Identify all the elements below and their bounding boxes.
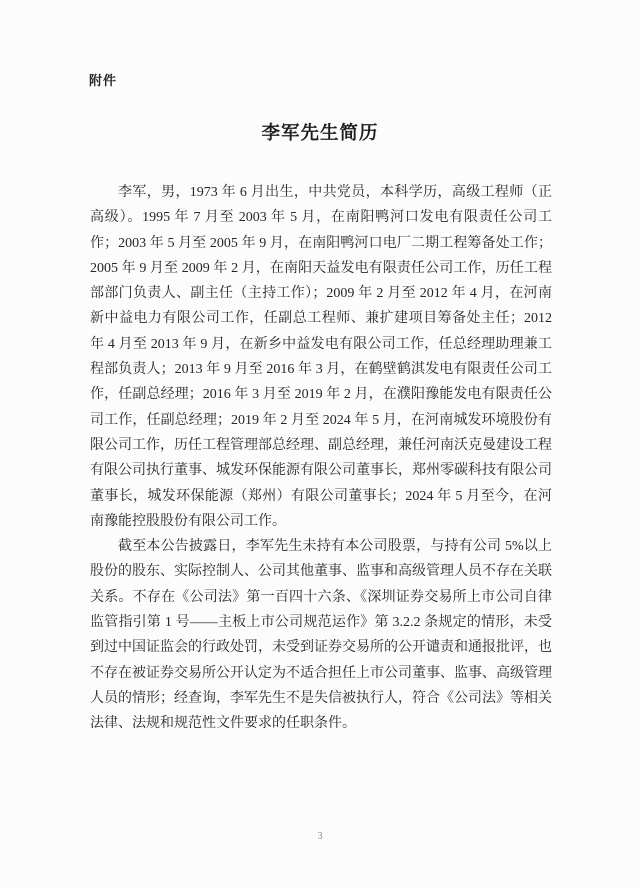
document-body (90, 180, 552, 737)
paragraph-compliance: 截至本公告披露日，李军先生未持有本公司股票，与持有公司 5%以上股份的股东、实际控制人、公司其他董事、监事和高级管理人员不存在关联关系。不存在《公司法》第一百四十六条、《深圳证券交易所上市公司自律监管指引第 1 号——主板上市公司规范运作》第 3.2.2 条规定的情形，未受到过中国证监会的行政处罚，未受到证券交易所的公开谴责和通报批评，也不存在被证券交易所公开认定为不适合担任上市公司董事、监事、高级管理人员的情形；经查询，李军先生不是失信被执行人，符合《公司法》等相关法律、法规和规范性文件要求的任职条件。 (90, 539, 552, 732)
paragraph-career: 李军，男，1973 年 6 月出生，中共党员，本科学历，高级工程师（正高级）。1995 年 7 月至 2003 年 5 月，在南阳鸭河口发电有限责任公司工作；2003 年 5 月至 2005 年 9 月，在南阳鸭河口电厂二期工程筹备处工作；2005 年 9 月至 2009 年 2 月，在南阳天益发电有限责任公司工作，历任工程部部门负责人、副主任（主持工作）；2009 年 2 月至 2012 年 4 月，在河南新中益电力有限公司工作，任副总工程师、兼扩建项目筹备处主任；2012 年 4 月至 2013 年 9 月，在新乡中益发电有限公司工作，任总经理助理兼工程部负责人；2013 年 9 月至 2016 年 3 月，在鹤壁鹤淇发电有限责任公司工作，任副总经理；2016 年 3 月至 2019 年 2 月，在濮阳豫能发电有限责任公司工作，任副总经理；2019 年 2 月至 2024 年 5 月，在河南城发环境股份有限公司工作，历任工程管理部总经理、副总经理，兼任河南沃克曼建设工程有限公司执行董事、城发环保能源有限公司董事长，郑州零碳科技有限公司董事长，城发环保能源（郑州）有限公司董事长；2024 年 5 月至今，在河南豫能控股股份有限公司工作。 (90, 185, 552, 529)
attachment-label: 附件 (89, 73, 118, 88)
page-number: 3 (317, 831, 323, 842)
page-title: 李军先生简历 (261, 124, 379, 144)
